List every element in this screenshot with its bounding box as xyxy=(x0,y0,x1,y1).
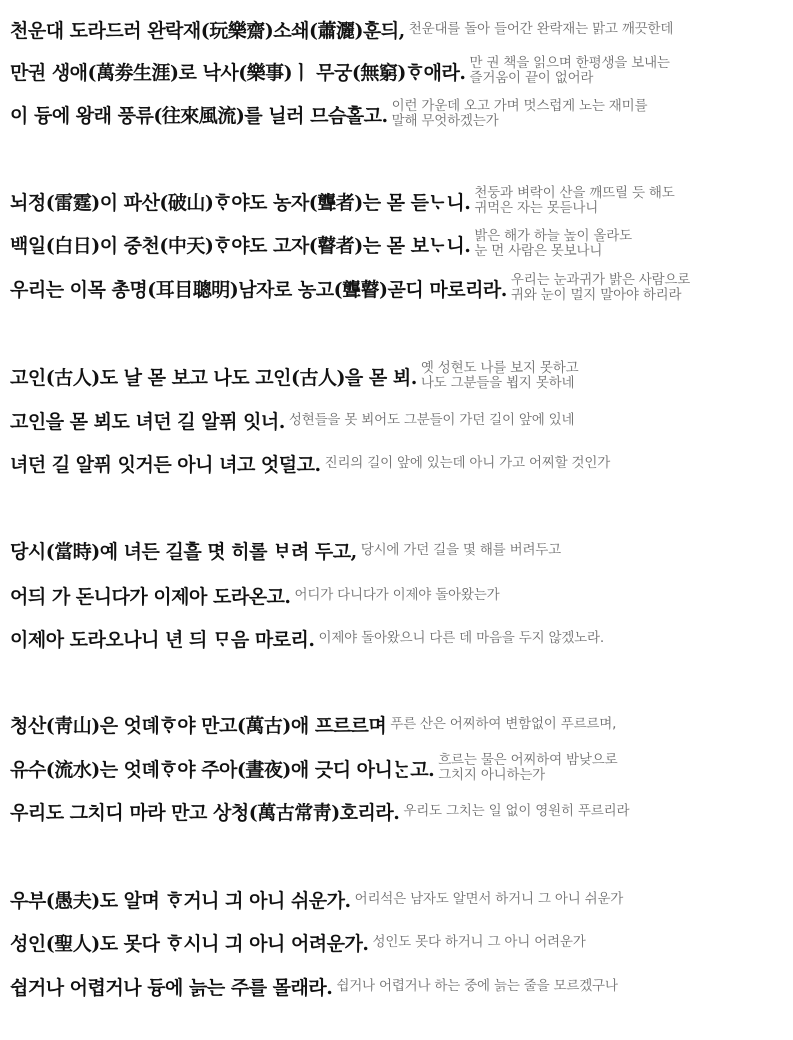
poem-line xyxy=(10,14,673,44)
original-verse-text: 성인(聖人)도 못다 ᄒᆞ시니 긔 아니 어려운가. xyxy=(10,932,369,955)
modern-translation xyxy=(474,186,674,216)
modern-translation xyxy=(470,56,670,86)
modern-translation xyxy=(336,979,617,994)
poem-line xyxy=(10,186,675,216)
translation-line: 성현들을 못 뵈어도 그분들이 가던 길이 앞에 있네 xyxy=(288,411,575,428)
poem-line xyxy=(10,796,629,826)
poem-line xyxy=(10,971,618,1001)
original-verse-text: 백일(白日)이 중천(中天)ᄒᆞ야도 고자(瞽者)는 몯 보ᄂᆞ니. xyxy=(10,234,471,257)
modern-translation xyxy=(474,229,632,259)
modern-translation xyxy=(409,22,673,37)
poem-line xyxy=(10,229,632,259)
translation-line: 말해 무엇하겠는가 xyxy=(391,113,499,129)
translation-line: 성인도 못다 하거니 그 아니 어려운가 xyxy=(372,933,586,950)
translation-line: 당시에 가던 길을 몇 해를 버려두고 xyxy=(360,541,561,558)
translation-line: 옛 성현도 나를 보지 못하고 xyxy=(420,360,579,376)
original-verse-text: 천운대 도라드러 완락재(玩樂齋)소쇄(蕭灑)훈듸, xyxy=(10,19,405,42)
modern-translation xyxy=(403,804,629,819)
poem-line xyxy=(10,448,610,478)
poem-line xyxy=(10,580,499,610)
modern-translation xyxy=(392,99,648,129)
modern-translation xyxy=(372,935,585,950)
poem-line xyxy=(10,623,604,653)
translation-line: 이런 가운데 오고 가며 멋스럽게 노는 재미를 xyxy=(391,98,648,114)
poem-line xyxy=(10,361,578,391)
modern-translation xyxy=(319,631,604,646)
modern-translation xyxy=(355,892,624,907)
poem-line xyxy=(10,535,561,565)
modern-translation xyxy=(289,413,574,428)
modern-translation xyxy=(361,543,561,558)
modern-translation xyxy=(438,753,617,783)
translation-line: 쉽거나 어렵거나 하는 중에 늙는 줄을 모르겠구나 xyxy=(336,977,618,994)
original-verse-text: 당시(當時)예 녀든 길흘 몃 히롤 ᄇᆞ려 두고, xyxy=(10,540,357,563)
original-verse-text: 어듸 가 돈니다가 이제아 도라온고. xyxy=(10,585,291,608)
modern-translation xyxy=(511,273,690,303)
translation-line: 귀먹은 자는 못듣나니 xyxy=(474,200,599,216)
poem-line xyxy=(10,709,616,739)
modern-translation xyxy=(325,456,610,471)
poem-line xyxy=(10,99,647,129)
original-verse-text: 만권 생애(萬劵生涯)로 낙사(樂事)ㅣ 무궁(無窮)ᄒᆞ애라. xyxy=(10,61,466,84)
original-verse-text: 이 듕에 왕래 풍류(往來風流)를 닐러 므슴홀고. xyxy=(10,104,388,127)
translation-line: 우리도 그치는 일 없이 영원히 푸르리라 xyxy=(403,802,630,819)
original-verse-text: 우리도 그치디 마라 만고 상청(萬古常靑)호리라. xyxy=(10,801,400,824)
translation-line: 푸른 산은 어찌하여 변함없이 푸르르며, xyxy=(390,715,617,732)
modern-translation xyxy=(295,588,500,603)
poem-line xyxy=(10,405,574,435)
original-verse-text: 우리는 이목 총명(耳目聰明)남자로 농고(聾瞽)곧디 마로리라. xyxy=(10,278,507,301)
translation-line: 어디가 다니다가 이제야 돌아왔는가 xyxy=(294,586,500,603)
modern-translation xyxy=(421,361,579,391)
translation-line: 밝은 해가 하늘 높이 올라도 xyxy=(474,228,632,244)
translation-line: 귀와 눈이 멀지 말아야 하리라 xyxy=(510,287,682,303)
poem-line xyxy=(10,753,617,783)
original-verse-text: 고인(古人)도 날 몯 보고 나도 고인(古人)을 몯 뵈. xyxy=(10,366,417,389)
original-verse-text: 고인을 몯 뵈도 녀던 길 알퓌 잇너. xyxy=(10,410,285,433)
translation-line: 우리는 눈과귀가 밝은 사람으로 xyxy=(510,272,691,288)
original-verse-text: 녀던 길 알퓌 잇거든 아니 녀고 엇덜고. xyxy=(10,453,321,476)
poem-line xyxy=(10,56,670,86)
original-verse-text: 유수(流水)는 엇뎨ᄒᆞ야 주아(晝夜)애 긋디 아니ᄂᆞᆫ고. xyxy=(10,758,435,781)
original-verse-text: 이제아 도라오나니 년 듸 ᄆᆞ음 마로리. xyxy=(10,628,315,651)
translation-line: 진리의 길이 앞에 있는데 아니 가고 어찌할 것인가 xyxy=(324,454,611,471)
translation-line: 만 권 책을 읽으며 한평생을 보내는 xyxy=(469,55,670,71)
translation-line: 즐거움이 끝이 없어라 xyxy=(469,70,594,86)
original-verse-text: 우부(愚夫)도 알며 ᄒᆞ거니 긔 아니 쉬운가. xyxy=(10,889,351,912)
original-verse-text: 뇌정(雷霆)이 파산(破山)ᄒᆞ야도 농자(聾者)는 몯 듣ᄂᆞ니. xyxy=(10,191,471,214)
translation-line: 흐르는 물은 어찌하여 밤낮으로 xyxy=(438,752,618,768)
translation-line: 그치지 아니하는가 xyxy=(438,767,546,783)
modern-translation xyxy=(390,717,616,732)
translation-line: 눈 먼 사람은 못보나니 xyxy=(474,243,603,259)
poem-line xyxy=(10,273,690,303)
translation-line: 어리석은 남자도 알면서 하거니 그 아니 쉬운가 xyxy=(354,890,624,907)
translation-line: 이제야 돌아왔으니 다른 데 마음을 두지 않겠노라. xyxy=(318,629,604,646)
translation-line: 천운대를 돌아 들어간 완락재는 맑고 깨끗한데 xyxy=(408,20,674,37)
poem-line xyxy=(10,884,623,914)
original-verse-text: 청산(靑山)은 엇뎨ᄒᆞ야 만고(萬古)애 프르르며 xyxy=(10,714,387,737)
translation-line: 천둥과 벼락이 산을 깨뜨릴 듯 해도 xyxy=(474,185,675,201)
poem-line xyxy=(10,927,586,957)
original-verse-text: 쉽거나 어렵거나 듕에 늙는 주를 몰래라. xyxy=(10,976,333,999)
translation-line: 나도 그분들을 뵙지 못하네 xyxy=(420,375,575,391)
